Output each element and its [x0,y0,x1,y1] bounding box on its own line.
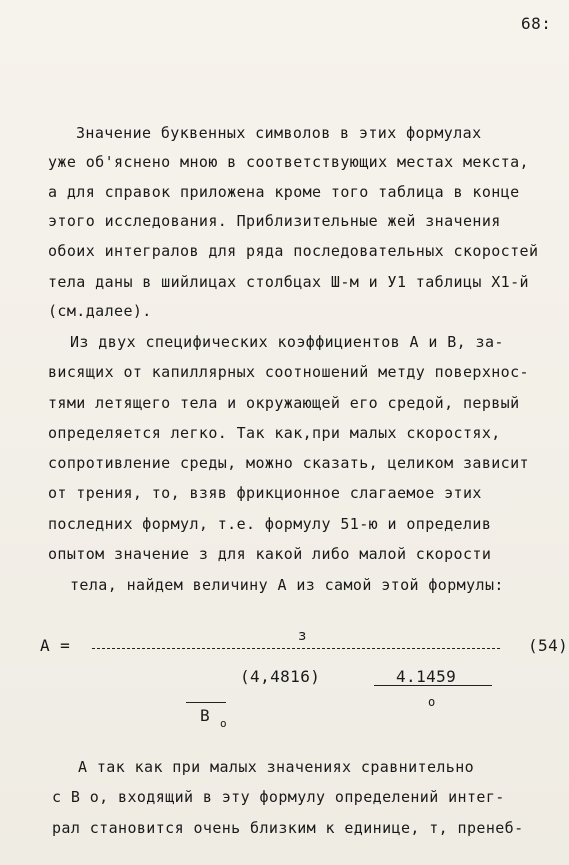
formula-denom-sub: о [220,717,228,730]
text-line: А так как при малых значениях сравнительно [78,758,475,776]
fraction-line [92,648,500,649]
text-line: уже об'яснено мною в соответствующих местах мекста, [48,153,529,171]
formula-denom-B: В [200,706,211,725]
text-line: сопротивление среды, можно сказать, целиком зависит [48,454,529,472]
text-line: рал становится очень близким к единице, т, пренеб- [52,819,524,837]
formula-coef1: (4,4816) [240,667,321,686]
text-line: этого исследования. Приблизительные жей значения [48,212,501,230]
text-line: Из двух специфических коэффициентов А и В, за- [70,333,504,351]
equation-number: (54) [528,636,569,655]
formula-coef2: 4.1459 [396,667,457,686]
text-line: (см.далее). [48,302,152,320]
formula-sub-o: о [428,695,436,709]
text-line: Значение буквенных символов в этих формулах [76,124,482,142]
text-line: последних формул, т.е. формулу 51-ю и определив [48,515,492,533]
formula-numerator: з [298,628,307,644]
text-line: а для справок приложена кроме того таблица в конце [48,183,520,201]
text-line: обоих интегралов для ряда последовательных скоростей [48,242,539,260]
text-line: определяется легко. Так как,при малых скоростях, [48,424,501,442]
page-number: 68: [521,14,552,33]
text-line: с В о, входящий в эту формулу определений интег- [52,788,505,806]
text-line: тела даны в шийлицах столбцах Ш-м и У1 таблицы Х1-й [48,273,529,291]
text-line: тями летящего тела и окружающей его средой, первый [48,394,520,412]
text-line: от трения, то, взяв фрикционное слагаемое этих [48,484,482,502]
formula-lhs: А = [40,636,71,655]
inner-fraction-bar [374,685,492,686]
text-line: висящих от капиллярных соотношений метду поверхнос- [48,363,529,381]
denominator-bar [186,702,226,703]
text-line: тела, найдем величину А из самой этой формулы: [70,576,504,594]
text-line: опытом значение з для какой либо малой скорости [48,545,492,563]
